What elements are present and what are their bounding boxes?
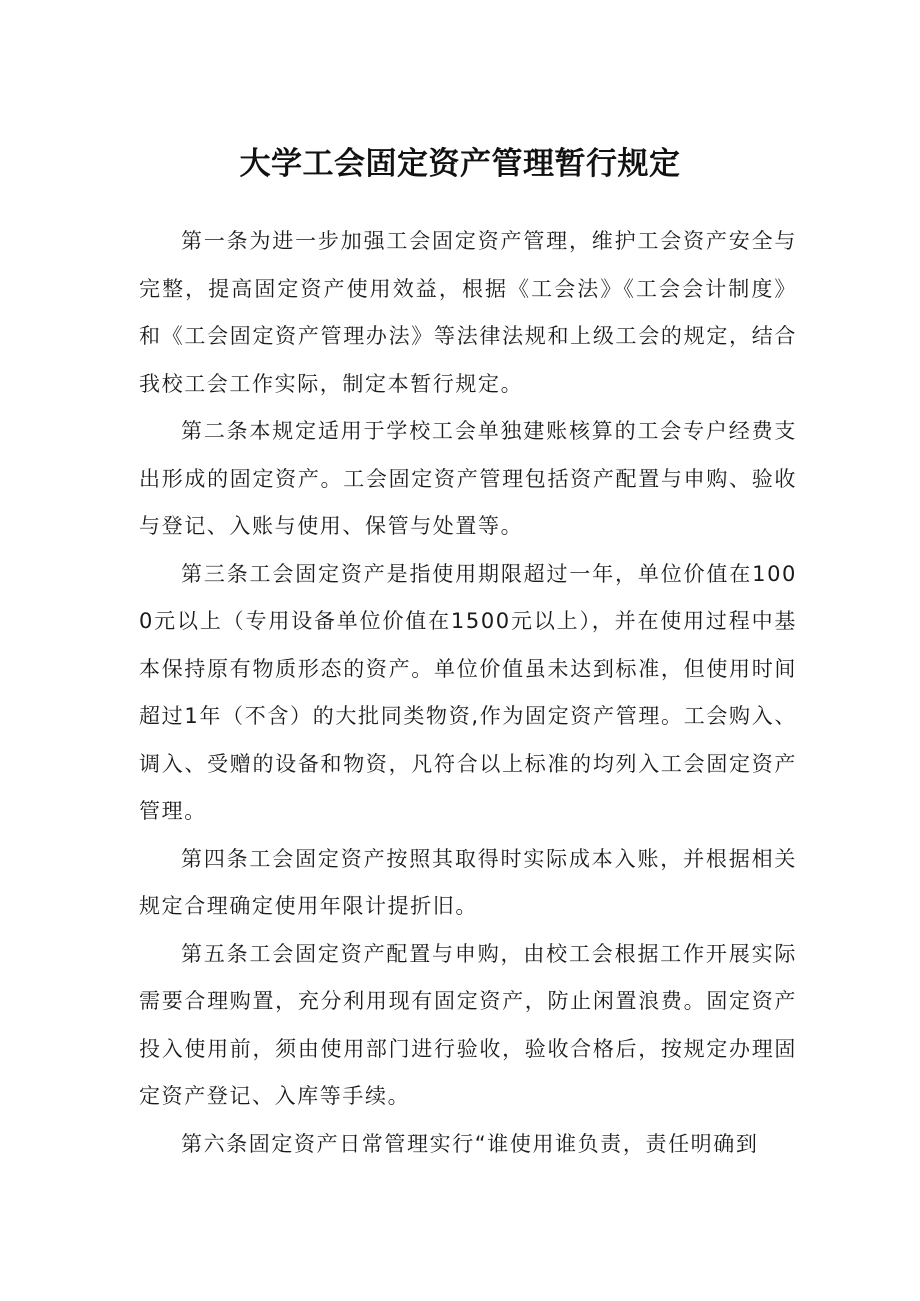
article-4-paragraph: 第四条工会固定资产按照其取得时实际成本入账，并根据相关规定合理确定使用年限计提折旧。: [139, 846, 797, 918]
document-body: [139, 218, 797, 1168]
article-1-paragraph: 第一条为进一步加强工会固定资产管理，维护工会资产安全与完整，提高固定资产使用效益，根据《工会法》《工会会计制度》和《工会固定资产管理办法》等法律法规和上级工会的规定，结合我校工会工作实际，制定本暂行规定。: [139, 229, 797, 396]
article-3-paragraph: 第三条工会固定资产是指使用期限超过一年，单位价值在1000元以上（专用设备单位价值在1500元以上），并在使用过程中基本保持原有物质形态的资产。单位价值虽未达到标准，但使用时间超过1年（不含）的大批同类物资,作为固定资产管理。工会购入、调入、受赠的设备和物资，凡符合以上标准的均列入工会固定资产管理。: [139, 561, 797, 823]
article-5-paragraph: 第五条工会固定资产配置与申购，由校工会根据工作开展实际需要合理购置，充分利用现有固定资产，防止闲置浪费。固定资产投入使用前，须由使用部门进行验收，验收合格后，按规定办理固定资产登记、入库等手续。: [139, 941, 797, 1108]
article-2-paragraph: 第二条本规定适用于学校工会单独建账核算的工会专户经费支出形成的固定资产。工会固定资产管理包括资产配置与申购、验收与登记、入账与使用、保管与处置等。: [139, 419, 797, 538]
document-title: 大学工会固定资产管理暂行规定: [239, 146, 681, 182]
article-6-paragraph: 第六条固定资产日常管理实行“谁使用谁负责，责任明确到: [181, 1131, 759, 1156]
